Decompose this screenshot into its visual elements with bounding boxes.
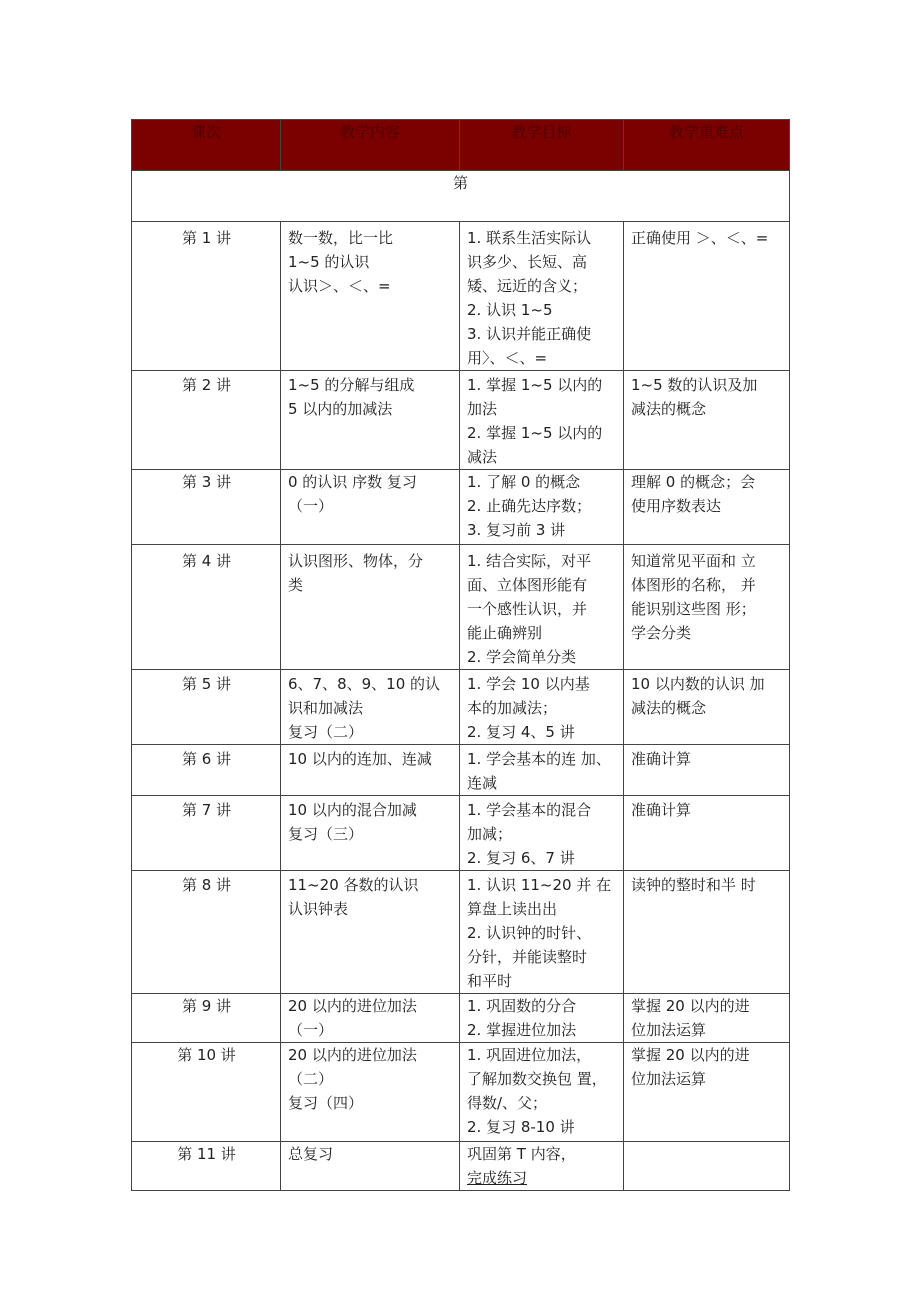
header-key-points: 教学重难点: [624, 120, 790, 171]
underlined-text: 完成练习: [467, 1169, 528, 1187]
content-cell: [281, 371, 460, 470]
key-point-cell: [624, 994, 790, 1043]
lesson-cell: [132, 1043, 281, 1142]
content-cell: [281, 1043, 460, 1142]
section-row: [132, 171, 790, 222]
lesson-cell: [132, 545, 281, 670]
key-point-cell-text: 准确计算: [631, 801, 692, 819]
content-cell: [281, 745, 460, 796]
lesson-cell-text: 第 10 讲: [177, 1046, 236, 1064]
lesson-cell-text: 第 3 讲: [181, 473, 232, 491]
content-cell: [281, 796, 460, 871]
table-row: [132, 1043, 790, 1142]
content-cell: [281, 470, 460, 545]
lesson-cell: [132, 670, 281, 745]
lesson-cell: [132, 745, 281, 796]
goal-cell-text: 巩固第 T 内容， 完成练习: [467, 1145, 576, 1187]
table-row: [132, 222, 790, 371]
goal-cell-text: 1. 了解 0 的概念 2. 止确先达序数； 3. 复习前 3 讲: [467, 473, 592, 539]
content-cell-text: 1~5 的分解与组成 5 以内的加减法: [288, 376, 415, 418]
table-row: [132, 371, 790, 470]
key-point-cell: [624, 545, 790, 670]
table-row: [132, 796, 790, 871]
content-cell-text: 总复习: [288, 1145, 334, 1163]
key-point-cell-text: 1~5 数的认识及加 减法的概念: [631, 376, 758, 418]
table-row: [132, 545, 790, 670]
content-cell-text: 数一数，比一比 1~5 的认识 认识＞、＜、=: [288, 229, 394, 295]
key-point-cell-text: 正确使用 ＞、＜、=: [631, 229, 769, 247]
lesson-cell: [132, 371, 281, 470]
goal-cell-text: 1. 学会基本的混合 加减； 2. 复习 6、7 讲: [467, 801, 592, 867]
goal-cell: [460, 796, 624, 871]
content-cell: [281, 871, 460, 994]
goal-cell: [460, 545, 624, 670]
goal-cell-text: 1. 学会基本的连 加、 连减: [467, 750, 611, 792]
key-point-cell-text: 理解 0 的概念；会 使用序数表达: [631, 473, 756, 515]
goal-cell-text: 1. 掌握 1~5 以内的 加法 2. 掌握 1~5 以内的 减法: [467, 376, 603, 466]
goal-cell: [460, 670, 624, 745]
content-cell-text: 20 以内的进位加法 （二） 复习（四）: [288, 1046, 417, 1112]
goal-cell: [460, 470, 624, 545]
lesson-cell: [132, 470, 281, 545]
key-point-cell-text: 掌握 20 以内的进 位加法运算: [631, 997, 750, 1039]
goal-cell: [460, 1043, 624, 1142]
key-point-cell-text: 10 以内数的认识 加 减法的概念: [631, 675, 765, 717]
content-cell: [281, 670, 460, 745]
lesson-cell-text: 第 6 讲: [181, 750, 232, 768]
lesson-cell-text: 第 7 讲: [181, 801, 232, 819]
content-cell-text: 11~20 各数的认识 认识钟表: [288, 876, 419, 918]
goal-cell: [460, 871, 624, 994]
key-point-cell: [624, 222, 790, 371]
lesson-cell-text: 第 2 讲: [181, 376, 232, 394]
goal-cell: [460, 745, 624, 796]
content-cell-text: 10 以内的混合加减 复习（三）: [288, 801, 417, 843]
table-row: [132, 670, 790, 745]
content-cell: [281, 994, 460, 1043]
lesson-plan-table: [131, 119, 790, 1191]
content-cell-text: 6、7、8、9、10 的认 识和加减法 复习（二）: [288, 675, 441, 741]
table-row: [132, 470, 790, 545]
goal-cell: [460, 1142, 624, 1191]
key-point-cell: [624, 470, 790, 545]
header-content: 教学内容: [281, 120, 460, 171]
goal-cell-text: 1. 巩固数的分合 2. 掌握进位加法: [467, 997, 577, 1039]
table-row: [132, 1142, 790, 1191]
key-point-cell: [624, 1043, 790, 1142]
section-label: 第: [132, 171, 790, 222]
key-point-cell-text: 读钟的整时和半 时: [631, 876, 756, 894]
content-cell-text: 认识图形、物体，分 类: [288, 552, 424, 594]
key-point-cell: [624, 796, 790, 871]
lesson-cell: [132, 222, 281, 371]
lesson-cell: [132, 1142, 281, 1191]
content-cell-text: 20 以内的进位加法 （一）: [288, 997, 417, 1039]
content-cell: [281, 1142, 460, 1191]
lesson-cell-text: 第 1 讲: [181, 229, 232, 247]
header-goal: 教学目标: [460, 120, 624, 171]
goal-cell: [460, 371, 624, 470]
key-point-cell: [624, 871, 790, 994]
lesson-cell-text: 第 8 讲: [181, 876, 232, 894]
key-point-cell: [624, 1142, 790, 1191]
table-row: [132, 745, 790, 796]
key-point-cell: [624, 670, 790, 745]
header-lesson: 课次: [132, 120, 281, 171]
key-point-cell-text: 知道常见平面和 立 体图形的名称， 并 能识别这些图 形； 学会分类: [631, 552, 756, 642]
content-cell-text: 0 的认识 序数 复习 （一）: [288, 473, 417, 515]
content-cell-text: 10 以内的连加、连减: [288, 750, 432, 768]
lesson-cell-text: 第 11 讲: [177, 1145, 236, 1163]
lesson-cell-text: 第 5 讲: [181, 675, 232, 693]
table-row: [132, 994, 790, 1043]
lesson-cell-text: 第 9 讲: [181, 997, 232, 1015]
lesson-cell-text: 第 4 讲: [181, 552, 232, 570]
table-row: [132, 871, 790, 994]
key-point-cell: [624, 371, 790, 470]
lesson-cell: [132, 796, 281, 871]
goal-cell: [460, 994, 624, 1043]
content-cell: [281, 545, 460, 670]
goal-cell-text: 1. 结合实际，对平 面、立体图形能有 一个感性认识，并 能止确辨别 2. 学会简单分类: [467, 552, 592, 666]
key-point-cell-text: 掌握 20 以内的进 位加法运算: [631, 1046, 750, 1088]
content-cell: [281, 222, 460, 371]
header-row: [132, 120, 790, 171]
key-point-cell: [624, 745, 790, 796]
key-point-cell-text: 准确计算: [631, 750, 692, 768]
goal-cell-text: 1. 巩固进位加法， 了解加数交换包 置， 得数/、父； 2. 复习 8-10 讲: [467, 1046, 607, 1136]
goal-cell-text: 1. 学会 10 以内基 本的加减法； 2. 复习 4、5 讲: [467, 675, 590, 741]
lesson-cell: [132, 871, 281, 994]
goal-cell: [460, 222, 624, 371]
lesson-cell: [132, 994, 281, 1043]
goal-cell-text: 1. 认识 11~20 并 在 算盘上读出出 2. 认识钟的时针、 分针，并能读整时 和平时: [467, 876, 612, 990]
goal-cell-text: 1. 联系生活实际认 识多少、长短、高 矮、远近的含义； 2. 认识 1~5 3. 认识并能正确使 用〉、＜、=: [467, 229, 592, 367]
